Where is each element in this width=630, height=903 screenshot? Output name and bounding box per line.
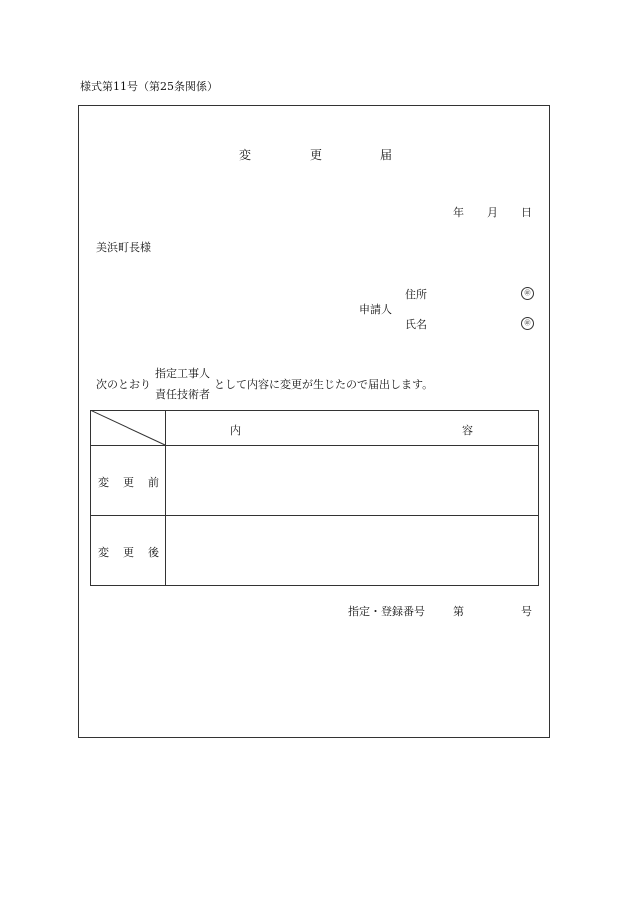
form-number: 様式第11号（第25条関係） [80,80,218,93]
addressee: 美浜町長様 [96,241,151,254]
statement-suffix: として内容に変更が生じたので届出します。 [214,378,434,391]
applicant-label: 申請人 [359,303,392,316]
table-corner-diagonal [90,410,166,446]
row-after-char-1: 変 [98,546,109,559]
date-month-label: 月 [487,206,498,219]
row-before-char-1: 変 [98,476,109,489]
date-year-label: 年 [453,206,464,219]
registration-label: 指定・登録番号 [348,605,425,618]
applicant-name-label: 氏名 [405,318,427,331]
row-before-char-2: 更 [123,476,134,489]
registration-go: 号 [521,605,532,618]
seal-mark-address [521,285,534,300]
seal-icon: ㊞ [521,287,534,300]
statement-prefix: 次のとおり [96,378,151,391]
table-header-content-1: 内 [230,424,241,437]
date-day-label: 日 [521,206,532,219]
title-char-3: 届 [380,148,393,162]
row-after-char-2: 更 [123,546,134,559]
table-header-content-2: 容 [462,424,473,437]
row-before-char-3: 前 [148,476,159,489]
applicant-address-label: 住所 [405,288,427,301]
statement-option-contractor: 指定工事人 [155,367,210,380]
title-char-1: 変 [239,148,252,162]
seal-mark-name [521,315,534,330]
statement-option-engineer: 責任技術者 [155,388,210,401]
row-after-char-3: 後 [148,546,159,559]
seal-icon: ㊞ [521,317,534,330]
table-row-divider [90,515,539,516]
registration-dai: 第 [453,605,464,618]
title-char-2: 更 [310,148,323,162]
